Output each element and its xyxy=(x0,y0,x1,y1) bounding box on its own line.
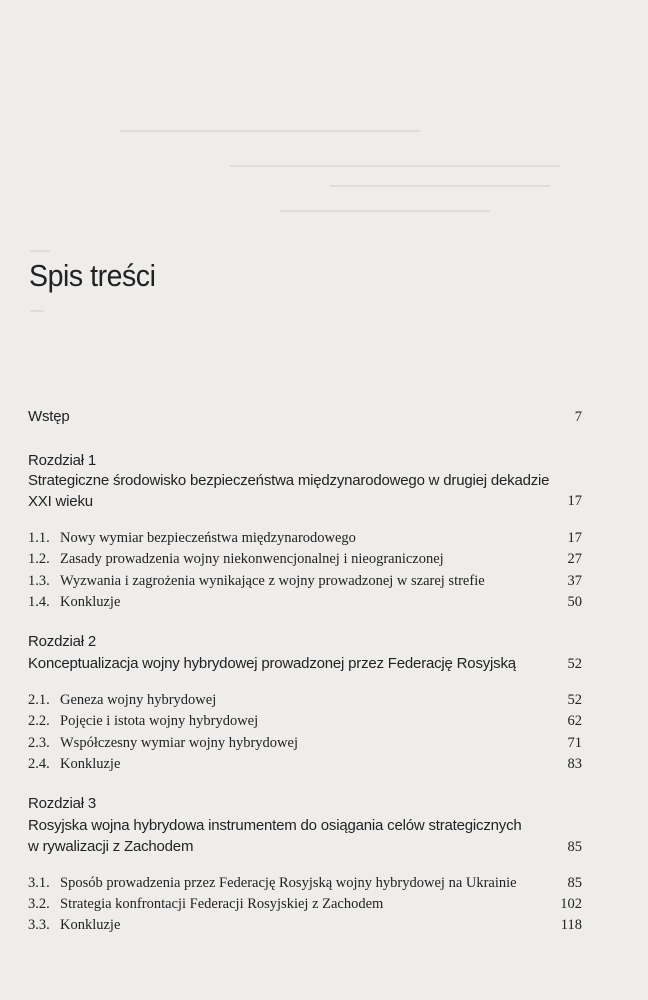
section-title: Wyzwania i zagrożenia wynikające z wojny prowadzonej w szarej strefie xyxy=(60,573,485,589)
section-title: Konkluzje xyxy=(60,594,121,610)
chapter-title-line-2: w rywalizacji z Zachodem xyxy=(28,838,194,855)
section-page-number: 83 xyxy=(567,756,582,772)
section-title: Konkluzje xyxy=(60,917,121,933)
section-page-number: 118 xyxy=(560,917,582,933)
section-title: Pojęcie i istota wojny hybrydowej xyxy=(60,713,259,729)
section-number: 2.4. xyxy=(28,756,50,772)
section-title: Konkluzje xyxy=(60,756,121,772)
section-page-number: 17 xyxy=(567,530,582,546)
chapter-title-line-1: Konceptualizacja wojny hybrydowej prowadzonej przez Federację Rosyjską xyxy=(28,655,516,672)
chapter-page-number: 52 xyxy=(567,656,582,672)
section-page-number: 52 xyxy=(567,692,582,708)
section-page-number: 71 xyxy=(567,735,582,751)
section-page-number: 102 xyxy=(560,896,582,912)
chapter-title-line-1: Strategiczne środowisko bezpieczeństwa międzynarodowego w drugiej dekadzie xyxy=(28,472,550,489)
chapter-page-number: 17 xyxy=(567,493,582,509)
section-page-number: 62 xyxy=(567,713,582,729)
chapter-page-number: 85 xyxy=(567,839,582,855)
section-number: 2.1. xyxy=(28,692,50,708)
section-number: 2.2. xyxy=(28,713,50,729)
page-title: Spis treści xyxy=(29,258,156,293)
section-number: 1.2. xyxy=(28,551,50,567)
intro-label: Wstęp xyxy=(28,408,70,425)
section-page-number: 85 xyxy=(567,875,582,891)
section-number: 2.3. xyxy=(28,735,50,751)
chapter-label: Rozdział 1 xyxy=(28,452,97,469)
section-number: 3.1. xyxy=(28,875,50,891)
section-number: 3.2. xyxy=(28,896,50,912)
section-title: Geneza wojny hybrydowej xyxy=(60,692,217,708)
section-title: Nowy wymiar bezpieczeństwa międzynarodowego xyxy=(60,530,356,546)
section-number: 1.3. xyxy=(28,573,50,589)
section-title: Sposób prowadzenia przez Federację Rosyjską wojny hybrydowej na Ukrainie xyxy=(60,875,517,891)
section-page-number: 37 xyxy=(567,573,582,589)
section-number: 3.3. xyxy=(28,917,50,933)
chapter-title-line-1: Rosyjska wojna hybrydowa instrumentem do osiągania celów strategicznych xyxy=(28,817,522,834)
section-title: Zasady prowadzenia wojny niekonwencjonalnej i nieograniczonej xyxy=(60,551,444,567)
chapter-label: Rozdział 3 xyxy=(28,795,97,812)
section-title: Strategia konfrontacji Federacji Rosyjskiej z Zachodem xyxy=(60,896,384,912)
chapter-title-line-2: XXI wieku xyxy=(28,493,93,510)
show-through-texture xyxy=(30,110,590,370)
section-number: 1.4. xyxy=(28,594,50,610)
section-title: Współczesny wymiar wojny hybrydowej xyxy=(60,735,298,751)
section-page-number: 27 xyxy=(567,551,582,567)
section-number: 1.1. xyxy=(28,530,50,546)
intro-page-number: 7 xyxy=(574,409,582,425)
section-page-number: 50 xyxy=(567,594,582,610)
chapter-label: Rozdział 2 xyxy=(28,633,97,650)
